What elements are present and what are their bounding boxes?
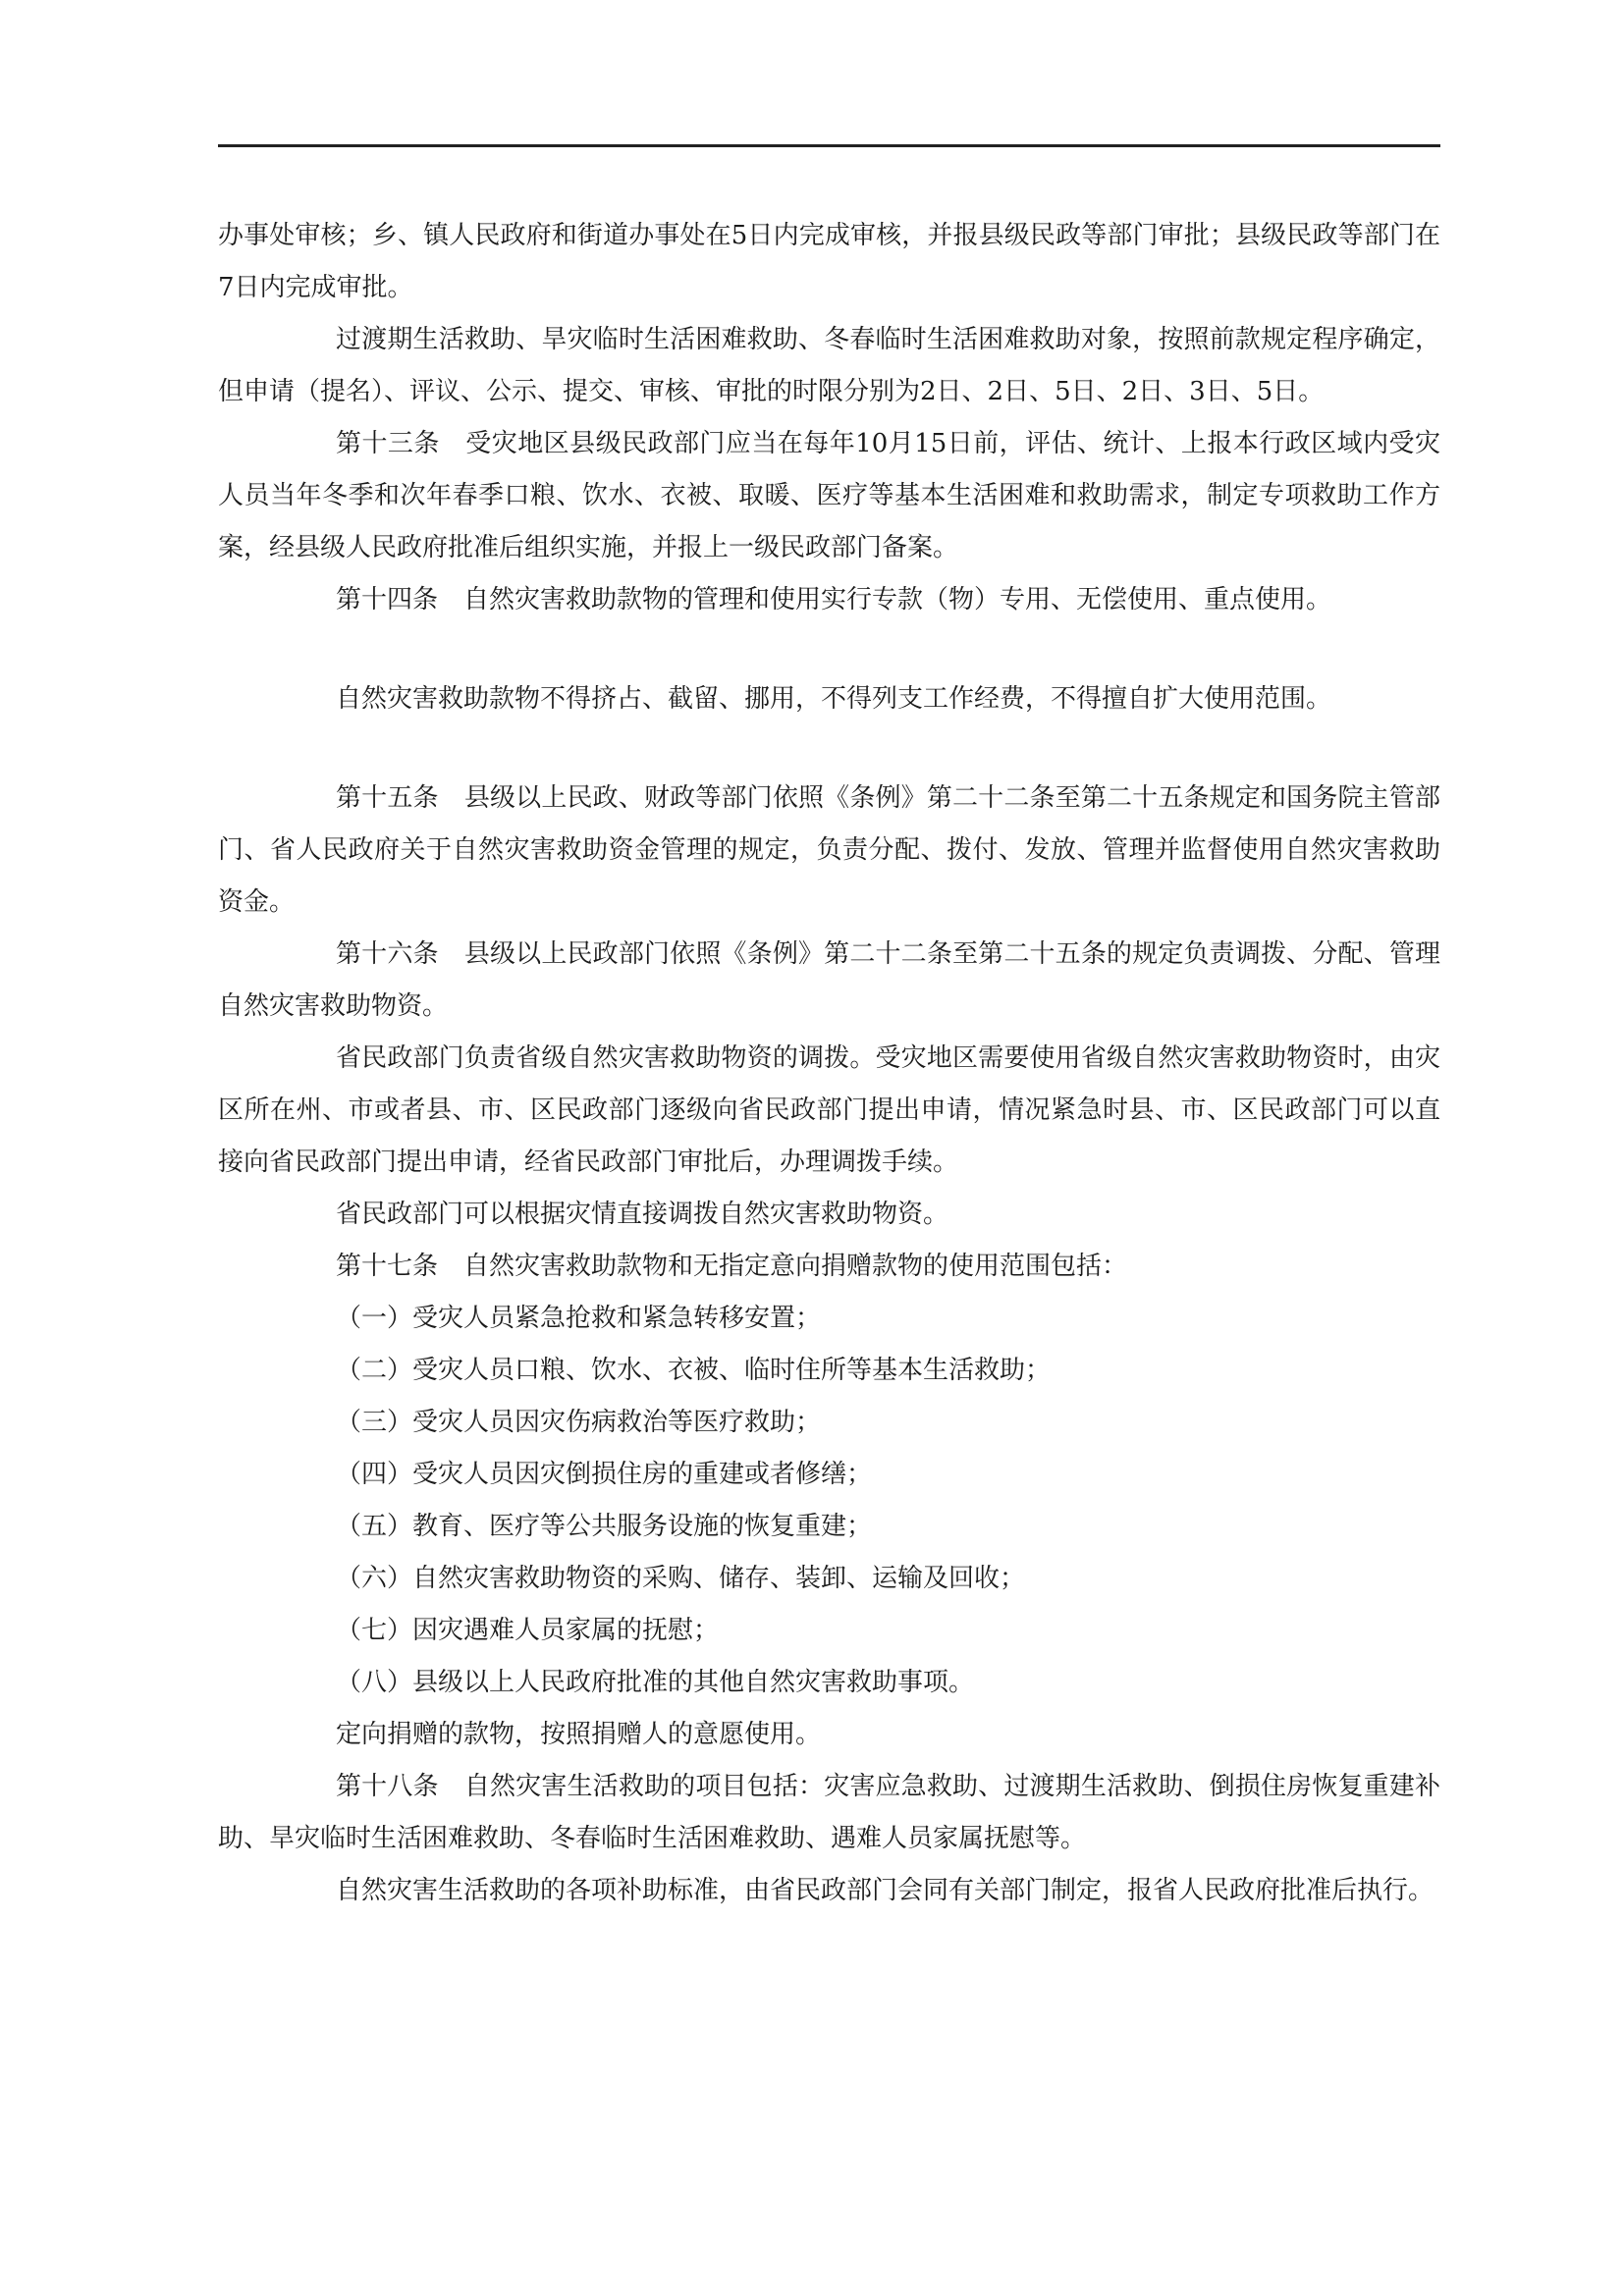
- document-body: [218, 210, 1440, 1917]
- paragraph-transition-assistance: 过渡期生活救助、旱灾临时生活困难救助、冬春临时生活困难救助对象，按照前款规定程序确定，但申请（提名）、评议、公示、提交、审核、审批的时限分别为2日、2日、5日、2日、3日、5日。: [218, 325, 1440, 406]
- paragraph-subsidy-standards: 自然灾害生活救助的各项补助标准，由省民政部门会同有关部门制定，报省人民政府批准后执行。: [336, 1876, 1435, 1905]
- header-rule: [218, 144, 1440, 147]
- list-item: （三）受灾人员因灾伤病救治等医疗救助；: [336, 1408, 822, 1437]
- list-item: （二）受灾人员口粮、饮水、衣被、临时住所等基本生活救助；: [336, 1356, 1052, 1385]
- article-13: 第十三条 受灾地区县级民政部门应当在每年10月15日前，评估、统计、上报本行政区域内受灾人员当年冬季和次年春季口粮、饮水、衣被、取暖、医疗等基本生活困难和救助需求，制定专项救助工作方案，经县级人民政府批准后组织实施，并报上一级民政部门备案。: [218, 429, 1440, 562]
- article-14: 第十四条 自然灾害救助款物的管理和使用实行专款（物）专用、无偿使用、重点使用。: [336, 585, 1332, 614]
- article-16: 第十六条 县级以上民政部门依照《条例》第二十二条至第二十五条的规定负责调拨、分配、管理自然灾害救助物资。: [218, 939, 1440, 1021]
- list-item: （一）受灾人员紧急抢救和紧急转移安置；: [336, 1304, 822, 1333]
- list-item: （七）因灾遇难人员家属的抚慰；: [336, 1616, 720, 1645]
- article-18: 第十八条 自然灾害生活救助的项目包括：灾害应急救助、过渡期生活救助、倒损住房恢复重建补助、旱灾临时生活困难救助、冬春临时生活困难救助、遇难人员家属抚慰等。: [218, 1772, 1440, 1853]
- paragraph-continuation: 办事处审核；乡、镇人民政府和街道办事处在5日内完成审核，并报县级民政等部门审批；县级民政等部门在7日内完成审批。: [218, 221, 1440, 302]
- paragraph-direct-allocation: 省民政部门可以根据灾情直接调拨自然灾害救助物资。: [336, 1200, 949, 1229]
- list-item: （八）县级以上人民政府批准的其他自然灾害救助事项。: [336, 1668, 975, 1697]
- paragraph-provincial-allocation: 省民政部门负责省级自然灾害救助物资的调拨。受灾地区需要使用省级自然灾害救助物资时，由灾区所在州、市或者县、市、区民政部门逐级向省民政部门提出申请，情况紧急时县、市、区民政部门可以直接向省民政部门提出申请，经省民政部门审批后，办理调拨手续。: [218, 1043, 1440, 1177]
- paragraph-directed-donation: 定向捐赠的款物，按照捐赠人的意愿使用。: [336, 1720, 822, 1749]
- list-item: （四）受灾人员因灾倒损住房的重建或者修缮；: [336, 1460, 873, 1489]
- list-item: （六）自然灾害救助物资的采购、储存、装卸、运输及回收；: [336, 1564, 1026, 1593]
- article-17: 第十七条 自然灾害救助款物和无指定意向捐赠款物的使用范围包括：: [336, 1252, 1128, 1281]
- paragraph-funds-restriction: 自然灾害救助款物不得挤占、截留、挪用，不得列支工作经费，不得擅自扩大使用范围。: [336, 684, 1332, 714]
- list-item: （五）教育、医疗等公共服务设施的恢复重建；: [336, 1512, 873, 1541]
- article-15: 第十五条 县级以上民政、财政等部门依照《条例》第二十二条至第二十五条规定和国务院主管部门、省人民政府关于自然灾害救助资金管理的规定，负责分配、拨付、发放、管理并监督使用自然灾害救助资金。: [218, 783, 1440, 917]
